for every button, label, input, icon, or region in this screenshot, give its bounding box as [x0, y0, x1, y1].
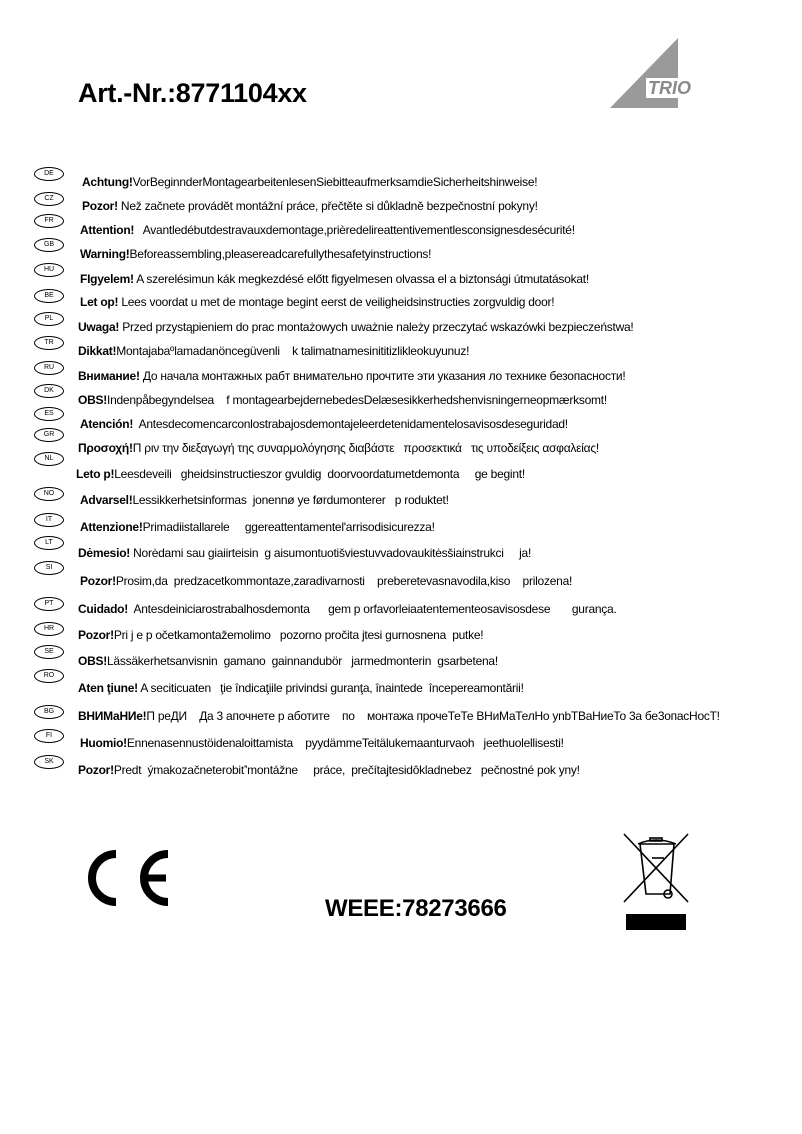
warning-heading: Dikkat!: [78, 344, 117, 358]
warning-text: До начала монтажных рабт внимательно прочтите эти указания ло технике безопасности!: [139, 369, 626, 383]
safety-warning-gr: [78, 441, 599, 455]
warning-text: Lees voordat u met de montage begint eerst de veiligheidsinstructies zorgvuldig door!: [118, 295, 555, 309]
warning-heading: OBS!: [78, 393, 107, 407]
safety-warning-si: [80, 574, 572, 588]
weee-number: WEEE:78273666: [325, 895, 507, 922]
safety-warning-tr: [78, 344, 469, 358]
warning-text: A szerelésimun kák megkezdésé előtt figyelmesen olvassa el a biztonsági útmutatásokat!: [133, 272, 589, 286]
warning-heading: Uwaga!: [78, 320, 120, 334]
crossed-out-wheelie-bin-icon: [620, 830, 692, 934]
safety-warning-lt: [78, 546, 531, 560]
country-code-badge: PT: [34, 597, 64, 611]
country-code-badge: SK: [34, 755, 64, 769]
safety-warning-es: [80, 417, 568, 431]
safety-warning-no: [80, 493, 449, 507]
safety-warning-se: [78, 654, 498, 668]
country-code-badge: CZ: [34, 192, 64, 206]
warning-heading: FIgyelem!: [80, 272, 134, 286]
warning-heading: ВНИМаНИе!: [78, 709, 147, 723]
country-code-badge: DK: [34, 384, 64, 398]
safety-warning-nl: [76, 467, 525, 481]
country-code-badge: NO: [34, 487, 64, 501]
country-code-badge: HR: [34, 622, 64, 636]
warning-text: Beforeassembling,pleasereadcarefullythesafetyinstructions!: [129, 247, 432, 261]
warning-heading: Attention!: [80, 223, 135, 237]
warning-text: Lässäkerhetsanvisnin gamano gainnandubör jarmedmonterin gsarbetena!: [107, 654, 498, 668]
warning-text: Lessikkerhetsinformas jonennø ye førdumonterer p roduktet!: [132, 493, 449, 507]
warning-text: Ennenasennustöidenaloittamista pyydämmeTeitälukemaanturvaoh jeethuolellisesti!: [126, 736, 564, 750]
warning-text: Než začnete provádět montážní práce, přečtěte si důkladně bezpečnostní pokyny!: [117, 199, 538, 213]
warning-text: Avantledébutdestravauxdemontage,prièredelireattentivementlesconsignesdesécurité!: [134, 223, 575, 237]
safety-warning-gb: [80, 247, 431, 261]
safety-warning-ru: [78, 369, 625, 383]
warning-text: Przed przystąpieniem do prac montażowych uważnie należy przeczytać wskazówki bezpieczeństwa!: [119, 320, 634, 334]
warning-text: Primadiistallarele ggereattentamentel'arrisodisicurezza!: [142, 520, 435, 534]
warning-heading: Warning!: [80, 247, 130, 261]
svg-text:TRIO: TRIO: [648, 78, 691, 98]
safety-warning-hu: [80, 272, 589, 286]
country-code-badge: DE: [34, 167, 64, 181]
warning-heading: Let op!: [80, 295, 119, 309]
warning-text: VorBeginnderMontagearbeitenlesenSiebitteaufmerksamdieSicherheitshinweise!: [132, 175, 538, 189]
country-code-badge: NL: [34, 452, 64, 466]
warning-text: Indenpåbegyndelsea f montagearbejdernebedesDelæsesikkerhedshenvisningerneopmærksomt!: [107, 393, 607, 407]
warning-heading: Pozor!: [78, 763, 114, 777]
safety-warning-pt: [78, 602, 617, 616]
warning-heading: Huomio!: [80, 736, 127, 750]
warning-heading: Aten ţiune!: [78, 681, 138, 695]
warning-text: Pri j e p očetkamontažemolimo pozorno pročita jtesi gurnosnena putke!: [113, 628, 484, 642]
warning-text: Π ριν την διεξαγωγή της συναρμολόγησης διαβάστε προσεκτικά τις υποδείξεις ασφαλείας!: [132, 441, 599, 455]
warning-heading: Внимание!: [78, 369, 140, 383]
country-code-badge: RU: [34, 361, 64, 375]
country-code-badge: SE: [34, 645, 64, 659]
country-code-badge: FR: [34, 214, 64, 228]
warning-heading: Προσοχή!: [78, 441, 133, 455]
warning-text: Predt ýmakozačneterobiť'montážne práce, prečítajtesidôkladnebez pečnostné pok yny!: [113, 763, 580, 777]
country-code-badge: GR: [34, 428, 64, 442]
safety-warning-fi: [80, 736, 564, 750]
country-code-badge: PL: [34, 312, 64, 326]
warning-text: Prosim,da predzacetkommontaze,zaradivarnosti preberetevasnavodila,kiso prilozena!: [115, 574, 573, 588]
warning-heading: Leto p!: [76, 467, 115, 481]
country-code-badge: IT: [34, 513, 64, 527]
warning-heading: Attenzione!: [80, 520, 143, 534]
warning-text: Antesdecomencarconlostrabajosdemontajeleerdetenidamentelosavisosdeseguridad!: [133, 417, 568, 431]
warning-heading: Advarsel!: [80, 493, 133, 507]
country-code-badge: GB: [34, 238, 64, 252]
country-code-badge: HU: [34, 263, 64, 277]
warning-text: Antesdeiniciarostrabalhosdemonta gem p orfavorleiaatentementeosavisosdese gurança.: [128, 602, 617, 616]
safety-warning-it: [80, 520, 435, 534]
warning-text: A seciticuaten ţie îndicaţiile privindsi guranţa, înaintede începereamontării!: [137, 681, 524, 695]
safety-warning-ro: [78, 681, 524, 695]
trio-logo: [608, 38, 698, 110]
warning-text: Montajabaºlamadanöncegüvenli k talimatnamesinititizlikleokuyunuz!: [116, 344, 470, 358]
country-code-badge: FI: [34, 729, 64, 743]
ce-mark-icon: [76, 848, 172, 908]
article-number-title: Art.-Nr.:8771104xx: [78, 78, 307, 108]
safety-warning-bg: [78, 709, 720, 723]
safety-warning-hr: [78, 628, 483, 642]
safety-warning-de: [82, 175, 537, 189]
warning-heading: Pozor!: [82, 199, 118, 213]
safety-warning-sk: [78, 763, 580, 777]
warning-heading: Pozor!: [78, 628, 114, 642]
warning-heading: Achtung!: [82, 175, 133, 189]
warning-text: П реДИ Да 3 апочнете р аботите по монтажа прочеТеТе ВНиМаТелНо уnbТВаНиеТо 3а бе3опасНосТ!: [146, 709, 720, 723]
country-code-badge: BE: [34, 289, 64, 303]
safety-warning-be: [80, 295, 554, 309]
warning-heading: Cuidado!: [78, 602, 128, 616]
country-code-badge: RO: [34, 669, 64, 683]
warning-heading: Atención!: [80, 417, 134, 431]
country-code-badge: SI: [34, 561, 64, 575]
safety-warning-pl: [78, 320, 634, 334]
country-code-badge: ES: [34, 407, 64, 421]
warning-heading: Dėmesio!: [78, 546, 131, 560]
safety-warning-dk: [78, 393, 607, 407]
safety-warning-fr: [80, 223, 575, 237]
country-code-badge: LT: [34, 536, 64, 550]
country-code-badge: BG: [34, 705, 64, 719]
safety-warning-cz: [82, 199, 538, 213]
country-code-badge: TR: [34, 336, 64, 350]
warning-text: Norėdami sau giaiirteisin g aisumontuotišviestuvvadovaukitėsšiainstrukci ja!: [130, 546, 532, 560]
warning-heading: Pozor!: [80, 574, 116, 588]
warning-text: Leesdeveili gheidsinstructieszor gvuldig doorvoordatumetdemonta ge begint!: [114, 467, 525, 481]
warning-heading: OBS!: [78, 654, 107, 668]
